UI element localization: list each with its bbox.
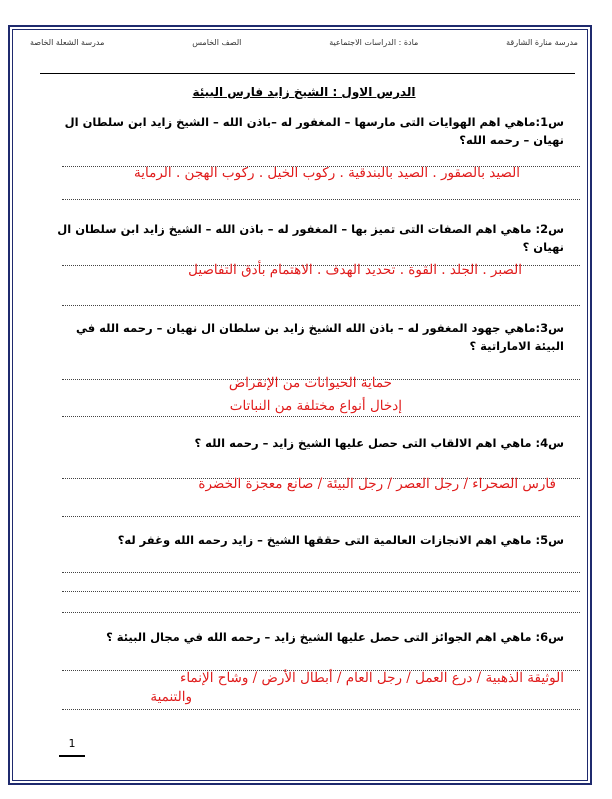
answer-line xyxy=(62,612,580,613)
page-header xyxy=(30,38,578,52)
answer-line xyxy=(62,199,580,200)
question-1: س1:ماهي اهم الهوايات التى مارسها – المغفور له –باذن الله – الشيخ زايد ابن سلطان ال نهيان – رحمه الله؟ xyxy=(64,115,564,147)
header-rule xyxy=(40,73,575,74)
answer-line xyxy=(62,591,580,592)
lesson-title xyxy=(30,85,578,99)
school-name-right: مدرسة منارة الشارقة xyxy=(506,38,578,47)
answer-line xyxy=(62,416,580,417)
answer-3b: إدخال أنواع مختلفة من النباتات xyxy=(229,398,402,414)
subject-label: مادة : الدراسات الاجتماعية xyxy=(329,38,419,47)
answer-line xyxy=(62,305,580,306)
answer-line xyxy=(62,572,580,573)
question-2: س2: ماهي اهم الصفات التى تميز بها – المغفور له – باذن الله – الشيخ زايد ابن سلطان ال نهيان ؟ xyxy=(57,222,564,254)
lesson-title-text: الدرس الاول : الشيخ زايد فارس البيئة xyxy=(192,85,416,99)
grade-label: الصف الخامس xyxy=(192,38,242,47)
answer-line xyxy=(62,709,580,710)
answer-line xyxy=(62,516,580,517)
question-3: س3:ماهي جهود المغفور له – باذن الله الشيخ زايد بن سلطان ال نهيان – رحمه الله في البيئة الاماراتية ؟ xyxy=(75,321,564,353)
page-number: 1 xyxy=(59,737,85,757)
question-6: س6: ماهي اهم الجوائز التى حصل عليها الشيخ زايد – رحمه الله في مجال البيئة ؟ xyxy=(106,630,564,644)
answer-6a: الوثيقة الذهبية / درع العمل / رجل العام / أبطال الأرض / وشاح الإنماء xyxy=(179,670,564,686)
answer-6b: والتنمية xyxy=(150,689,192,705)
answer-2: الصبر . الجلد . القوة . تحديد الهدف . الاهتمام بأدق التفاصيل xyxy=(188,262,522,278)
answer-1: الصيد بالصقور . الصيد بالبندقية . ركوب الخيل . ركوب الهجن . الرماية xyxy=(134,165,520,181)
answer-4: فارس الصحراء / رجل العصر / رجل البيئة / صانع معجزة الخضرة xyxy=(198,476,556,492)
answer-3a: حماية الحيوانات من الإنقراض xyxy=(228,375,392,391)
question-4: س4: ماهي اهم الالقاب التى حصل عليها الشيخ زايد – رحمه الله ؟ xyxy=(194,436,564,450)
question-5: س5: ماهي اهم الانجازات العالمية التى حققها الشيخ – زايد رحمه الله وغفر له؟ xyxy=(117,533,564,547)
school-name-left: مدرسة الشعلة الخاصة xyxy=(30,38,105,47)
